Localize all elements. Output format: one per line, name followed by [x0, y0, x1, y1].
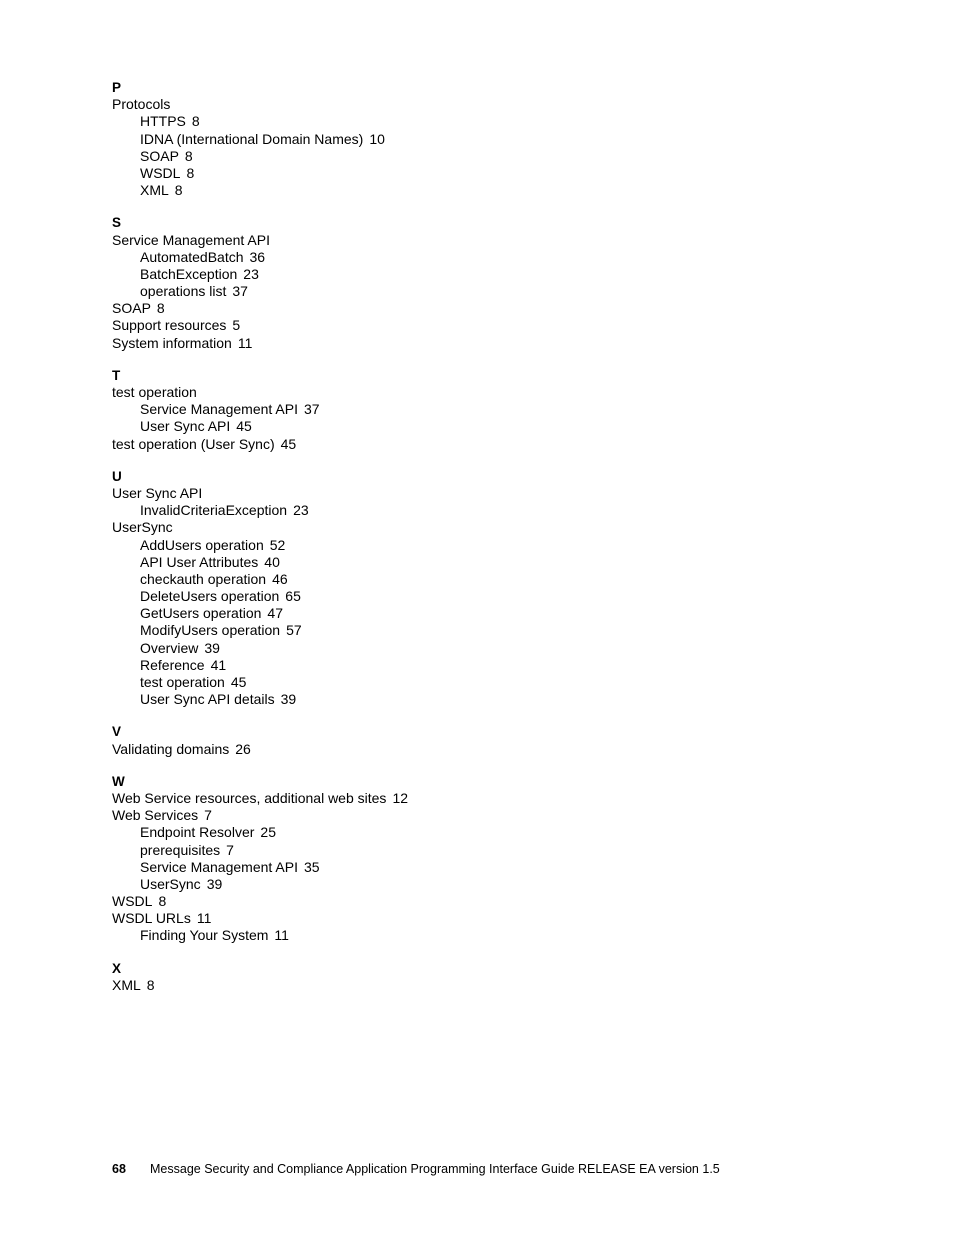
index-term: Support resources: [112, 317, 227, 334]
index-subentry: [112, 674, 812, 691]
index-subentry: [112, 249, 812, 266]
index-term: Reference: [140, 656, 205, 673]
index-page-ref: 36: [249, 248, 266, 265]
index-subentry: [112, 640, 812, 657]
index-page-ref: 26: [235, 740, 251, 757]
index-page-ref: 37: [303, 401, 320, 418]
index-page-ref: 39: [206, 875, 223, 892]
index-entry: [112, 436, 812, 453]
index-section-v: [112, 723, 812, 757]
index-entry: [112, 519, 812, 536]
index-entry: [112, 335, 812, 352]
index-page-ref: 11: [196, 910, 212, 927]
index-subentry: [112, 876, 812, 893]
index-page-ref: 10: [369, 130, 385, 147]
index-page-ref: 7: [204, 807, 212, 824]
index-page-ref: 65: [285, 588, 301, 605]
index-term: WSDL: [112, 893, 153, 910]
index-term: test operation: [140, 674, 225, 690]
index-term: UserSync: [140, 875, 201, 892]
index-subentry: [112, 418, 812, 435]
index-term: UserSync: [112, 519, 173, 536]
index-term: SOAP: [112, 300, 151, 317]
index-page-ref: 5: [232, 317, 241, 334]
index-term: Service Management API: [140, 401, 298, 418]
index-subentry: [112, 622, 812, 639]
index-entry: [112, 300, 812, 317]
index-subentry: [112, 283, 812, 300]
index-page-ref: 52: [269, 536, 286, 553]
index-letter-heading: T: [112, 367, 121, 383]
index-page-ref: 40: [264, 553, 280, 570]
index-letter-heading: W: [112, 773, 125, 789]
index-subentry: [112, 605, 812, 622]
index-subentry: [112, 131, 812, 148]
index-page-ref: 23: [243, 265, 259, 282]
index-term: User Sync API: [112, 484, 203, 501]
index-subentry: [112, 859, 812, 876]
index-term: GetUsers operation: [140, 605, 262, 622]
footer-page-number: 68: [112, 1162, 126, 1176]
index-entry: [112, 807, 812, 824]
index-subentry: [112, 657, 812, 674]
index-listing: [112, 79, 812, 1009]
index-entry: [112, 977, 812, 994]
index-term: test operation: [112, 384, 197, 400]
index-term: BatchException: [140, 265, 238, 282]
index-page-ref: 8: [158, 893, 167, 910]
index-page-ref: 8: [186, 164, 195, 181]
index-term: Overview: [140, 639, 199, 656]
index-entry: [112, 384, 812, 401]
index-subentry: [112, 165, 812, 182]
footer-document-title: Message Security and Compliance Application Programming Interface Guide RELEASE EA version 1.5: [150, 1162, 720, 1176]
index-page-ref: 25: [260, 824, 276, 841]
index-page-ref: 39: [280, 691, 297, 708]
index-page-ref: 35: [303, 858, 320, 875]
index-page-ref: 37: [232, 283, 248, 300]
index-entry: [112, 96, 812, 113]
index-term: SOAP: [140, 147, 179, 164]
index-page-ref: 8: [174, 182, 183, 199]
index-section-t: [112, 367, 812, 453]
index-page-ref: 45: [236, 418, 252, 435]
index-term: API User Attributes: [140, 553, 259, 570]
index-entry: [112, 790, 812, 807]
index-subentry: [112, 401, 812, 418]
index-term: XML: [112, 976, 141, 993]
index-entry: [112, 317, 812, 334]
index-page-ref: 11: [274, 927, 289, 944]
index-term: Service Management API: [140, 858, 298, 875]
index-subentry: [112, 148, 812, 165]
index-page-ref: 47: [267, 605, 283, 622]
index-term: AddUsers operation: [140, 536, 264, 553]
index-term: Web Service resources, additional web sites: [112, 789, 387, 806]
index-page-ref: 41: [210, 656, 227, 673]
index-term: User Sync API details: [140, 691, 275, 708]
index-term: WSDL: [140, 164, 181, 181]
index-subentry: [112, 113, 812, 130]
index-subentry: [112, 824, 812, 841]
index-term: WSDL URLs: [112, 910, 191, 927]
index-term: DeleteUsers operation: [140, 588, 280, 605]
index-page-ref: 8: [184, 147, 193, 164]
index-term: Web Services: [112, 807, 199, 824]
index-page-ref: 8: [191, 113, 200, 130]
index-term: Validating domains: [112, 740, 230, 757]
index-section-x: [112, 960, 812, 994]
index-term: InvalidCriteriaException: [140, 502, 288, 519]
index-subentry: [112, 927, 812, 944]
index-entry: [112, 232, 812, 249]
index-subentry: [112, 554, 812, 571]
index-section-u: [112, 468, 812, 709]
index-section-s: [112, 214, 812, 352]
index-term: IDNA (International Domain Names): [140, 130, 364, 147]
index-section-p: [112, 79, 812, 199]
index-subentry: [112, 571, 812, 588]
index-subentry: [112, 182, 812, 199]
index-page-ref: 8: [156, 300, 165, 317]
index-term: operations list: [140, 283, 227, 300]
index-letter-heading: X: [112, 960, 122, 976]
index-term: Endpoint Resolver: [140, 824, 255, 841]
index-term: checkauth operation: [140, 570, 267, 587]
index-term: Protocols: [112, 96, 171, 113]
index-subentry: [112, 842, 812, 859]
index-term: test operation (User Sync): [112, 435, 275, 452]
index-page-ref: 45: [230, 674, 247, 690]
index-page-ref: 12: [392, 789, 409, 806]
index-term: AutomatedBatch: [140, 248, 244, 265]
index-page-ref: 8: [146, 976, 155, 993]
index-subentry: [112, 537, 812, 554]
index-term: ModifyUsers operation: [140, 622, 281, 639]
index-letter-heading: S: [112, 215, 122, 231]
index-term: HTTPS: [140, 113, 186, 130]
index-term: Service Management API: [112, 231, 270, 248]
index-section-w: [112, 773, 812, 945]
index-subentry: [112, 266, 812, 283]
index-page-ref: 7: [226, 841, 234, 858]
index-page-ref: 46: [272, 570, 288, 587]
index-subentry: [112, 588, 812, 605]
index-page-ref: 23: [293, 502, 309, 519]
index-letter-heading: U: [112, 468, 122, 484]
index-page-ref: 39: [204, 639, 220, 656]
index-term: XML: [140, 182, 169, 199]
page-footer: [112, 1161, 720, 1177]
index-term: System information: [112, 334, 232, 351]
index-term: Finding Your System: [140, 927, 269, 944]
index-page-ref: 11: [237, 334, 253, 351]
index-letter-heading: V: [112, 724, 122, 740]
index-entry: [112, 910, 812, 927]
index-term: User Sync API: [140, 418, 231, 435]
index-page-ref: 57: [286, 622, 302, 639]
index-term: prerequisites: [140, 841, 221, 858]
index-subentry: [112, 691, 812, 708]
index-page-ref: 45: [280, 435, 297, 452]
index-subentry: [112, 502, 812, 519]
index-entry: [112, 485, 812, 502]
index-entry: [112, 741, 812, 758]
index-entry: [112, 893, 812, 910]
index-letter-heading: P: [112, 80, 122, 95]
